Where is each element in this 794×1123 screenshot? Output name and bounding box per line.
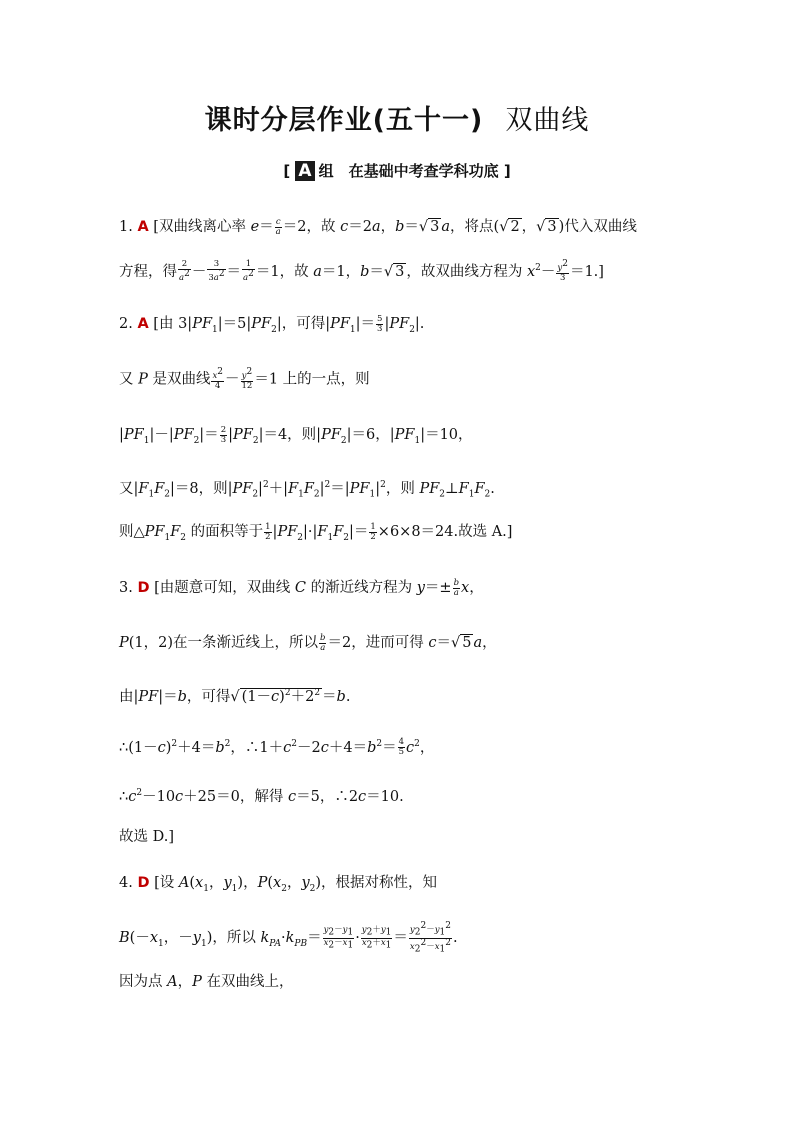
problem-3-line-1: 3. D [由题意可知，双曲线 C 的渐近线方程为 y＝± $\frac{b}{a}$ x， <box>119 577 484 598</box>
problem-3-line-4: $\therefore(1-c)^2+4=b^2$，$\therefore 1+c^2-2c+4=b^2=$ $\frac{4}{5}$ $c^2$， <box>119 737 435 758</box>
title-subtitle: 双曲线 <box>505 105 590 136</box>
group-badge: A <box>295 161 314 181</box>
problem-1-line-1: 1. A [双曲线离心率 e＝ $\frac{c}{a}$ ＝2，故 c＝2a，b＝√ 3 a，将点(√ 2 ，√ 3 )代入双曲线 <box>119 216 637 237</box>
problem-3-line-6: 故选 D.] <box>119 829 174 845</box>
problem-4-line-3: 因为点 A，P 在双曲线上， <box>119 974 294 990</box>
problem-3-answer: D <box>137 580 150 596</box>
problem-4-line-1: 4. D [设 $A(x_1$，$y_1$)，$P(x_2$，$y_2$)，根据对称性，知 <box>119 875 438 894</box>
problem-2-line-5: 则$\triangle PF_1F_2$ 的面积等于 $\frac{1}{2}$ $|PF_2|\cdot|F_1F_2|=$ $\frac{1}{2}$ ×6×8＝24.故选 A.] <box>119 521 513 543</box>
page-title <box>0 98 794 137</box>
group-text: 组 在基础中考查学科功底 <box>318 162 499 180</box>
problem-3-line-3: 由|PF|＝b，可得√ $(1-c)^2+2^2 =b$. <box>119 688 351 705</box>
problem-4-line-2: $B(-x_1$，$-y_1$)，所以 $k_{PA}\cdot k_{PB}=$ $\frac{y_2-y_1}{x_2-x_1}$ · $\frac{y_2+y_1}{x_2+x_1}$ ＝ $\frac{y_2^2-y_1^2}{x_2^2-x_1^2}$ . <box>119 921 458 955</box>
problem-3-line-2: P(1，2)在一条渐近线上，所以 $\frac{b}{a}$ ＝2，进而可得 c＝√ 5 a， <box>119 632 497 653</box>
problem-2-line-4: 又$|F_1F_2|=8$，则$|PF_2|^2+|F_1F_2|^2=|PF_1|^2$，则 $PF_2\perp F_1F_2$. <box>119 480 495 500</box>
title-main: 课时分层作业(五十一) <box>204 105 484 136</box>
problem-4-answer: D <box>137 875 150 891</box>
group-heading: [ A 组 在基础中考查学科功底 ] <box>283 161 511 181</box>
problem-1-answer: A <box>137 219 149 235</box>
problem-3-line-5: $\therefore c^2-10c+25=0$，解得 c＝5，∴2c＝10. <box>119 788 404 805</box>
problem-2-line-2: 又 P 是双曲线 $\frac{x^2}{4}$ － $\frac{y^2}{12}$ ＝1 上的一点，则 <box>119 367 370 391</box>
problem-2-line-3: $|PF_1|-|PF_2|=$ $\frac{2}{3}$ $|PF_2|=4$，则$|PF_2|=6$，$|PF_1|=10$， <box>119 424 473 446</box>
problem-1-line-2: 方程，得 $\frac{2}{a^2}$ － $\frac{3}{3a^2}$ ＝ $\frac{1}{a^2}$ ＝1，故 a＝1，b＝√ 3 ，故双曲线方程为 $x^2-$ $\frac{y^2}{3}$ ＝1.] <box>119 259 604 284</box>
problem-2-answer: A <box>137 316 149 332</box>
problem-2-line-1: 2. A [由 $3|PF_1|=5|PF_2|$，可得$|PF_1|=$ $\frac{5}{3}$ $|PF_2|$. <box>119 313 425 335</box>
